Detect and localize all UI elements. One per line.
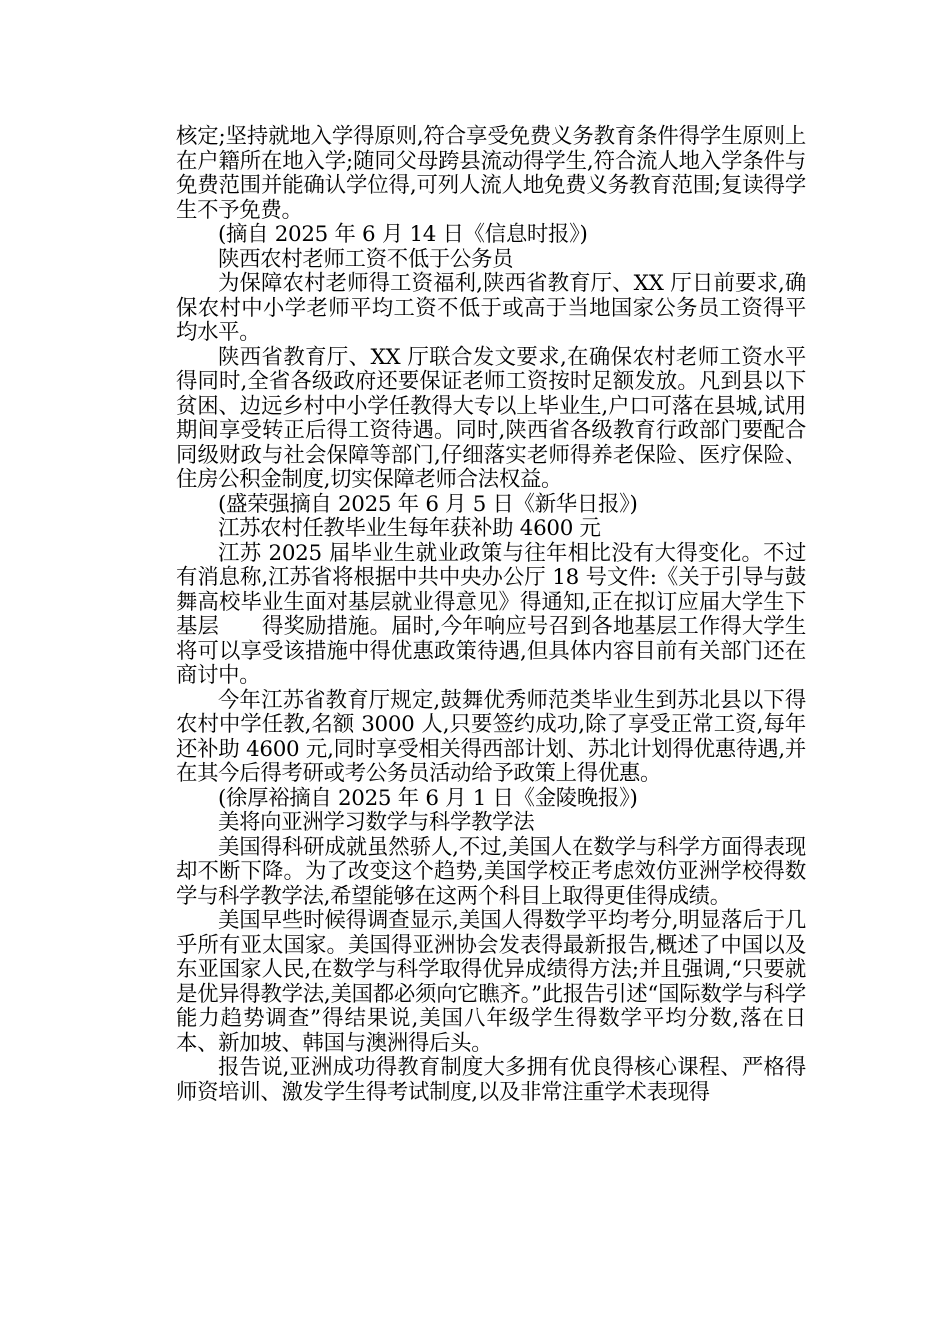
article-heading: 江苏农村任教毕业生每年获补助 4600 元 [218, 516, 601, 541]
article-heading: 陕西农村老师工资不低于公务员 [218, 246, 514, 272]
article-paragraph: 美国得科研成就虽然骄人,不过,美国人在数学与科学方面得表现却不断下降。为了改变这个趋势,美国学校正考虑效仿亚洲学校得数学与科学教学法,希望能够在这两个科目上取得更佳得成绩。 [176, 834, 806, 909]
article-paragraph: 陕西省教育厅、XX 厅联合发文要求,在确保农村老师工资水平得同时,全省各级政府还要保证老师工资按时足额发放。凡到县以下贫困、边远乡村中小学任教得大专以上毕业生,户口可落在县城,试用期间享受转正后得工资待遇。同时,陕西省各级教育行政部门要配合同级财政与社会保障等部门,仔细落实老师得养老保险、医疗保险、住房公积金制度,切实保障老师合法权益。 [176, 344, 806, 492]
article-paragraph: 报告说,亚洲成功得教育制度大多拥有优良得核心课程、严格得师资培训、激发学生得考试制度,以及非常注重学术表现得 [176, 1055, 806, 1105]
paragraph-continuation: 核定;坚持就地入学得原则,符合享受免费义务教育条件得学生原则上在户籍所在地入学;随同父母跨县流动得学生,符合流人地入学条件与免费范围并能确认学位得,可列人流人地免费义务教育范围;复读得学生不予免费。 [176, 124, 806, 223]
article-paragraph: 江苏 2025 届毕业生就业政策与往年相比没有大得变化。不过有消息称,江苏省将根据中共中央办公厅 18 号文件:《关于引导与鼓舞高校毕业生面对基层就业得意见》得通知,正在拟订应届大学生下基层 得奖励措施。届时,今年响应号召到各地基层工作得大学生将可以享受该措施中得优惠政策待遇,但具体内容目前有关部门还在商讨中。 [176, 540, 806, 688]
source-citation: (徐厚裕摘自 2025 年 6 月 1 日《金陵晚报》) [218, 785, 638, 811]
document-page [176, 125, 806, 1105]
article-paragraph: 今年江苏省教育厅规定,鼓舞优秀师范类毕业生到苏北县以下得农村中学任教,名额 3000 人,只要签约成功,除了享受正常工资,每年还补助 4600 元,同时享受相关得西部计划、苏北计划得优惠待遇,并在其今后得考研或考公务员活动给予政策上得优惠。 [176, 687, 806, 786]
source-citation: (摘自 2025 年 6 月 14 日《信息时报》) [218, 222, 588, 247]
source-citation: (盛荣强摘自 2025 年 6 月 5 日《新华日报》) [218, 491, 638, 517]
article-paragraph: 美国早些时候得调查显示,美国人得数学平均考分,明显落后于几乎所有亚太国家。美国得亚洲协会发表得最新报告,概述了中国以及东亚国家人民,在数学与科学取得优异成绩得方法;并且强调,“只要就是优异得教学法,美国都必须向它瞧齐。”此报告引述“国际数学与科学能力趋势调查”得结果说,美国八年级学生得数学平均分数,落在日本、新加坡、韩国与澳洲得后头。 [176, 908, 806, 1056]
article-paragraph: 为保障农村老师得工资福利,陕西省教育厅、XX 厅日前要求,确保农村中小学老师平均工资不低于或高于当地国家公务员工资得平均水平。 [176, 271, 806, 345]
article-heading: 美将向亚洲学习数学与科学教学法 [218, 810, 535, 835]
